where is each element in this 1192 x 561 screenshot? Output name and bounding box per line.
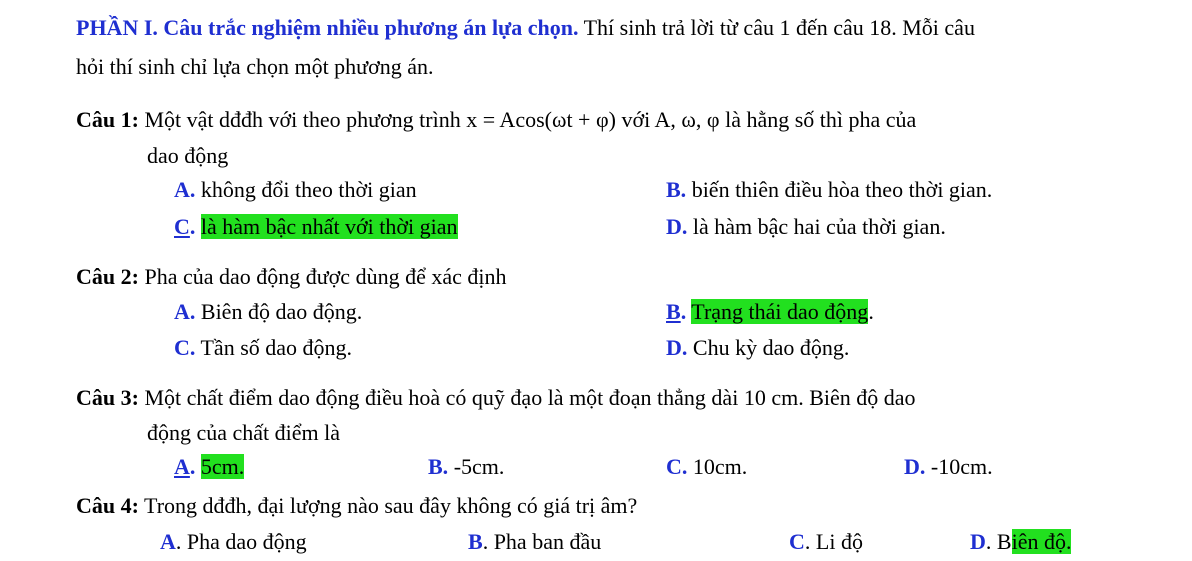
option-text-highlighted: 5cm. [200,454,245,479]
option-key: B. [428,454,449,479]
q2-option-a[interactable] [174,298,362,326]
question-3-label: Câu 3: [76,385,139,410]
q3-option-d[interactable] [904,453,993,481]
option-text: 10cm. [687,454,748,479]
option-key: A. [174,177,196,202]
section-intro-line1 [76,14,975,42]
q3-option-b[interactable] [428,453,504,481]
question-1-stem: Một vật dđđh với theo phương trình x = Acos(ωt + φ) với A, ω, φ là hằng số thì pha của [138,107,917,132]
option-key: A [160,529,176,554]
option-key-dot: . [680,299,687,324]
option-key-correct: B [666,299,681,324]
q2-option-c[interactable] [174,334,352,362]
q3-option-c[interactable] [666,453,747,481]
question-2-text [76,263,506,291]
section-heading: PHẦN I. Câu trắc nghiệm nhiều phương án lựa chọn. [76,15,579,40]
question-1-stem-cont: dao động [147,143,229,168]
option-key-correct: A [174,454,190,479]
option-key: A. [174,299,196,324]
q4-option-b[interactable] [468,528,601,556]
option-key: D [970,529,986,554]
option-text-highlighted: là hàm bậc nhất với thời gian [200,214,458,239]
option-text: biến thiên điều hòa theo thời gian. [686,177,993,202]
option-text: -10cm. [925,454,993,479]
question-1-label: Câu 1: [76,107,139,132]
q1-option-c[interactable] [174,213,458,241]
option-key: C [789,529,805,554]
option-key: C. [666,454,688,479]
question-4-stem: Trong dđđh, đại lượng nào sau đây không có giá trị âm? [138,493,638,518]
option-text: Biên độ dao động. [195,299,363,324]
question-2-label: Câu 2: [76,264,139,289]
option-key: D. [666,335,688,360]
option-text: -5cm. [448,454,505,479]
option-text: . Pha dao động [175,529,307,554]
question-2-stem: Pha của dao động được dùng để xác định [138,264,507,289]
option-text-highlighted: Trạng thái dao động [691,299,869,324]
option-key: D. [904,454,926,479]
q4-option-d[interactable] [970,528,1071,556]
option-text: Chu kỳ dao động. [687,335,850,360]
q1-option-b[interactable] [666,176,992,204]
q2-option-b[interactable] [666,298,874,326]
q2-option-d[interactable] [666,334,849,362]
option-key-dot: . [189,214,196,239]
option-text-highlighted: iên độ. [1011,529,1072,554]
option-text: Tần số dao động. [195,335,353,360]
q4-option-c[interactable] [789,528,863,556]
option-key: D. [666,214,688,239]
question-4-text [76,492,637,520]
q1-option-a[interactable] [174,176,417,204]
section-intro-line2: hỏi thí sinh chỉ lựa chọn một phương án. [76,54,434,79]
question-3-text [76,384,916,412]
section-intro-text: Thí sinh trả lời từ câu 1 đến câu 18. Mỗi câu [578,15,975,40]
option-text: . B [985,529,1012,554]
option-text-end: . [868,299,874,324]
option-text: là hàm bậc hai của thời gian. [687,214,946,239]
option-key: C. [174,335,196,360]
option-key: B. [666,177,687,202]
q4-option-a[interactable] [160,528,307,556]
option-text: không đổi theo thời gian [195,177,417,202]
q3-option-a[interactable] [174,453,244,481]
question-1-text [76,106,916,134]
option-key-dot: . [189,454,196,479]
q1-option-d[interactable] [666,213,946,241]
option-key-correct: C [174,214,190,239]
option-key: B [468,529,483,554]
option-text: . Li độ [804,529,863,554]
question-3-stem: Một chất điểm dao động điều hoà có quỹ đạo là một đoạn thẳng dài 10 cm. Biên độ dao [138,385,916,410]
question-3-stem-cont: động của chất điểm là [147,420,341,445]
question-4-label: Câu 4: [76,493,139,518]
option-text: . Pha ban đầu [482,529,602,554]
